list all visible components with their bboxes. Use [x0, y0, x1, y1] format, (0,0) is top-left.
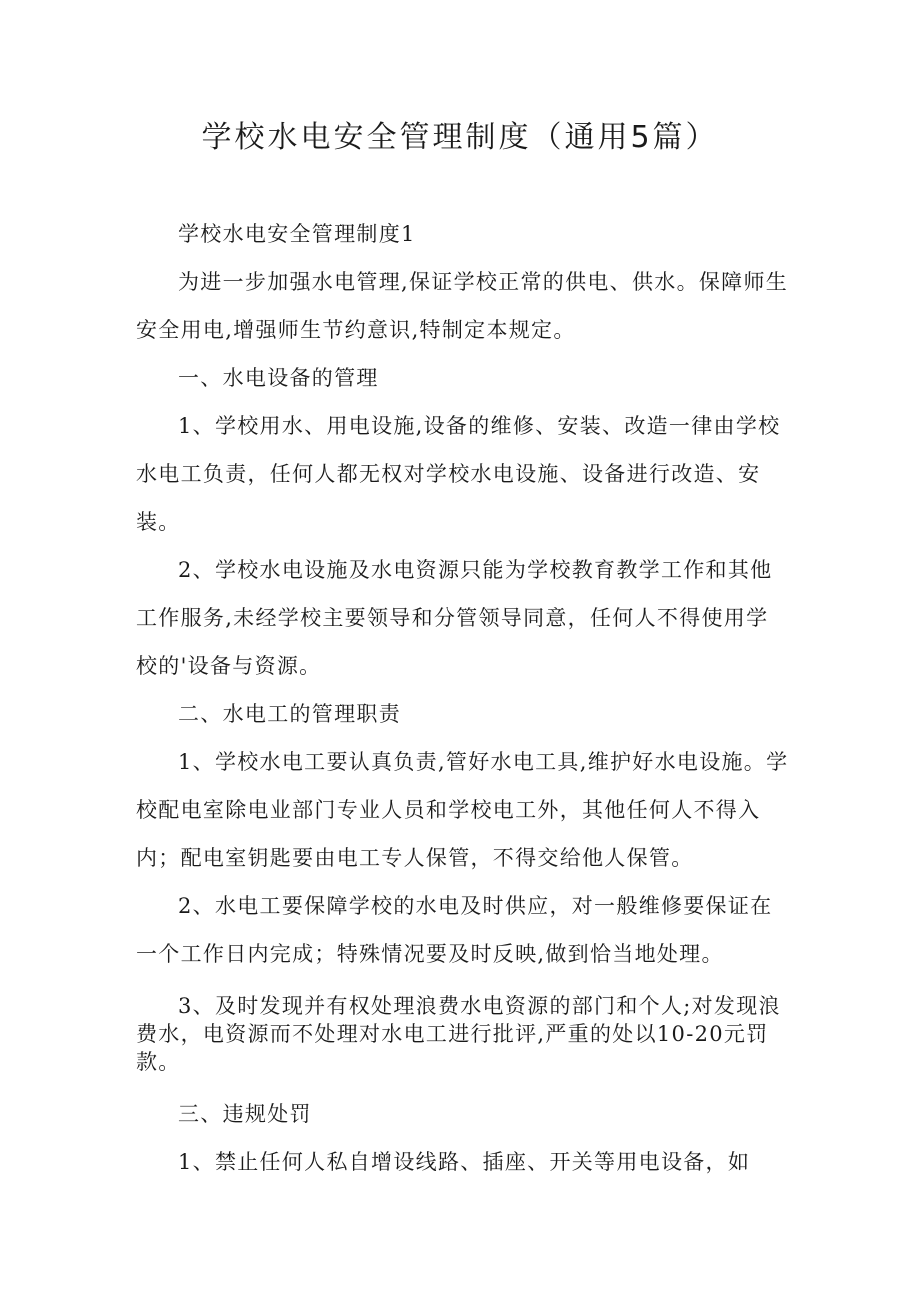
paragraph: 为进一步加强水电管理,保证学校正常的供电、供水。保障师生安全用电,增强师生节约意识,特制定本规定。	[136, 270, 789, 342]
paragraph: 1、学校水电工要认真负责,管好水电工具,维护好水电设施。学校配电室除电业部门专业人员和学校电工外，其他任何人不得入内；配电室钥匙要由电工专人保管，不得交给他人保管。	[136, 750, 789, 870]
section-heading: 二、水电工的管理职责	[178, 702, 401, 726]
section-heading: 三、违规处罚	[178, 1102, 312, 1126]
document-body	[136, 210, 790, 1186]
paragraph: 1、学校用水、用电设施,设备的维修、安装、改造一律由学校水电工负责，任何人都无权对学校水电设施、设备进行改造、安装。	[136, 414, 781, 534]
section-title: 学校水电安全管理制度1	[178, 222, 416, 246]
paragraph: 2、水电工要保障学校的水电及时供应，对一般维修要保证在一个工作日内完成；特殊情况要及时反映,做到恰当地处理。	[136, 894, 773, 966]
document-title: 学校水电安全管理制度（通用5篇）	[201, 120, 719, 155]
paragraph: 3、及时发现并有权处理浪费水电资源的部门和个人;对发现浪费水，电资源而不处理对水电工进行批评,严重的处以10-20元罚款。	[136, 994, 781, 1074]
paragraph: 1、禁止任何人私自增设线路、插座、开关等用电设备，如	[178, 1150, 751, 1174]
paragraph: 2、学校水电设施及水电资源只能为学校教育教学工作和其他工作服务,未经学校主要领导和分管领导同意，任何人不得使用学校的'设备与资源。	[136, 558, 773, 678]
section-heading: 一、水电设备的管理	[178, 366, 379, 390]
